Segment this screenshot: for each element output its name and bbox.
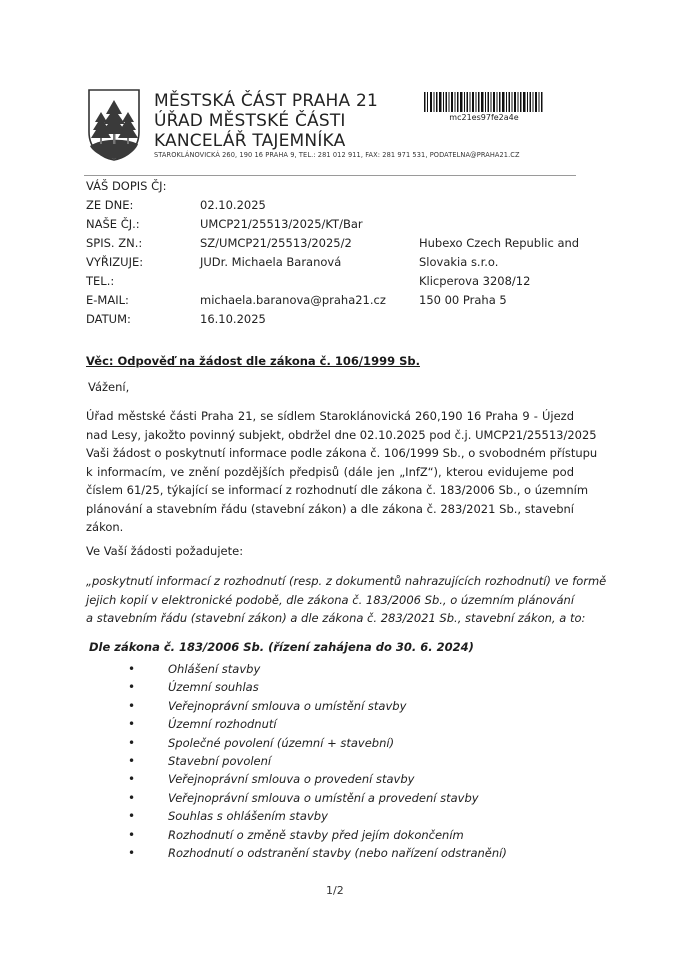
list-item-text: Územní souhlas: [168, 680, 259, 695]
list-item: [128, 789, 507, 807]
org-name-line-2: ÚŘAD MĚSTSKÉ ČÁSTI: [154, 111, 346, 131]
quote-line: „poskytnutí informací z rozhodnutí (resp. z dokumentů nahrazujících rozhodnutí) ve formě: [86, 574, 607, 588]
recipient-line-1: Hubexo Czech Republic and: [419, 236, 580, 250]
org-name-line-1: MĚSTSKÁ ČÁST PRAHA 21: [154, 91, 378, 111]
list-item: [128, 807, 507, 825]
list-item: [128, 734, 507, 752]
bullet-icon: •: [128, 845, 136, 860]
list-item: [128, 660, 507, 678]
recipient-line-3: Klicperova 3208/12: [419, 274, 531, 288]
request-intro: Ve Vaší žádosti požadujete:: [86, 544, 244, 558]
list-item-text: Veřejnoprávní smlouva o provedení stavby: [168, 772, 415, 787]
list-item: [128, 697, 507, 715]
bullet-icon: •: [128, 662, 136, 676]
meta-label-spis-zn: SPIS. ZN.:: [86, 236, 143, 250]
list-item: [128, 678, 507, 696]
list-item: [128, 844, 507, 862]
meta-label-vyrizuje: VYŘIZUJE:: [86, 255, 144, 269]
list-item: [128, 770, 507, 788]
meta-value-spis-zn: SZ/UMCP21/25513/2025/2: [200, 236, 352, 250]
meta-label-nase-cj: NAŠE ČJ.:: [86, 217, 140, 231]
list-item: [128, 752, 507, 770]
list-item-text: Stavební povolení: [168, 753, 272, 768]
org-address: STAROKLÁNOVICKÁ 260, 190 16 PRAHA 9, TEL.: 281 012 911, FAX: 281 971 531, PODATELNA@PRAHA21.CZ: [154, 151, 520, 159]
intro-line: nad Lesy, jakožto povinný subjekt, obdržel dne 02.10.2025 pod č.j. UMCP21/25513/2025: [86, 427, 597, 442]
meta-value-ze-dne: 02.10.2025: [200, 198, 266, 212]
meta-label-datum: DATUM:: [86, 312, 131, 326]
bullet-icon: •: [128, 772, 136, 787]
bullet-icon: •: [128, 698, 136, 713]
intro-line: číslem 61/25, týkající se informací z rozhodnutí dle zákona č. 183/2006 Sb., o územním: [86, 483, 589, 497]
section-heading: Dle zákona č. 183/2006 Sb. (řízení zahájena do 30. 6. 2024): [89, 640, 474, 654]
meta-label-email: E-MAIL:: [86, 293, 129, 307]
list-item-text: Veřejnoprávní smlouva o umístění a provedení stavby: [168, 790, 479, 805]
list-item-text: Veřejnoprávní smlouva o umístění stavby: [168, 698, 407, 713]
greeting: Vážení,: [88, 380, 130, 394]
meta-label-ze-dne: ZE DNE:: [86, 198, 134, 212]
recipient-line-4: 150 00 Praha 5: [419, 293, 507, 307]
list-item-text: Ohlášení stavby: [168, 662, 261, 676]
barcode-icon: [424, 92, 544, 112]
org-name-line-3: KANCELÁŘ TAJEMNÍKA: [154, 131, 346, 151]
quote-line: a stavebním řádu (stavební zákon) a dle zákona č. 283/2021 Sb., stavební zákon, a to:: [86, 611, 586, 625]
quote-line: jejich kopií v elektronické podobě, dle zákona č. 183/2006 Sb., o územním plánování: [86, 592, 575, 607]
intro-paragraph: [86, 407, 598, 537]
list-item-text: Rozhodnutí o odstranění stavby (nebo nařízení odstranění): [168, 845, 507, 860]
quoted-request: [86, 572, 607, 628]
coat-of-arms-icon: [87, 88, 141, 162]
list-item-text: Územní rozhodnutí: [168, 717, 277, 732]
recipient-line-2: Slovakia s.r.o.: [419, 255, 499, 269]
bullet-icon: •: [128, 735, 136, 750]
meta-value-vyrizuje: JUDr. Michaela Baranová: [200, 255, 342, 269]
meta-value-email[interactable]: michaela.baranova@praha21.cz: [200, 293, 386, 307]
list-item-text: Rozhodnutí o změně stavby před jejím dokončením: [168, 827, 464, 842]
meta-label-tel: TEL.:: [86, 274, 115, 288]
meta-label-vas-dopis: VÁŠ DOPIS ČJ:: [86, 179, 167, 193]
list-item: [128, 715, 507, 733]
bullet-icon: •: [128, 717, 136, 732]
list-item-text: Souhlas s ohlášením stavby: [168, 809, 328, 824]
bullet-icon: •: [128, 809, 136, 824]
intro-line: Úřad městské části Praha 21, se sídlem Staroklánovická 260,190 16 Praha 9 - Újezd: [86, 409, 574, 423]
bullet-icon: •: [128, 753, 136, 768]
bullet-icon: •: [128, 680, 136, 695]
intro-line: zákon.: [86, 520, 124, 534]
barcode-text: mc21es97fe2a4e: [449, 113, 519, 122]
letter-subject: Věc: Odpověď na žádost dle zákona č. 106/1999 Sb.: [86, 354, 420, 368]
intro-line: plánování a stavebním řádu (stavební zákon) a dle zákona č. 283/2021 Sb., stavební: [86, 501, 574, 516]
decision-type-list: [128, 660, 507, 862]
meta-value-datum: 16.10.2025: [200, 312, 266, 326]
list-item: [128, 826, 507, 844]
intro-line: k informacím, ve znění pozdějších předpisů (dále jen „InfZ“), kterou evidujeme pod: [86, 464, 574, 479]
bullet-icon: •: [128, 827, 136, 842]
list-item-text: Společné povolení (územní + stavební): [168, 735, 395, 750]
bullet-icon: •: [128, 790, 136, 805]
meta-value-nase-cj: UMCP21/25513/2025/KT/Bar: [200, 217, 363, 231]
intro-line: Vaši žádost o poskytnutí informace podle zákona č. 106/1999 Sb., o svobodném přístupu: [86, 446, 598, 460]
header-divider: [84, 175, 576, 176]
page-number: 1/2: [326, 884, 344, 897]
